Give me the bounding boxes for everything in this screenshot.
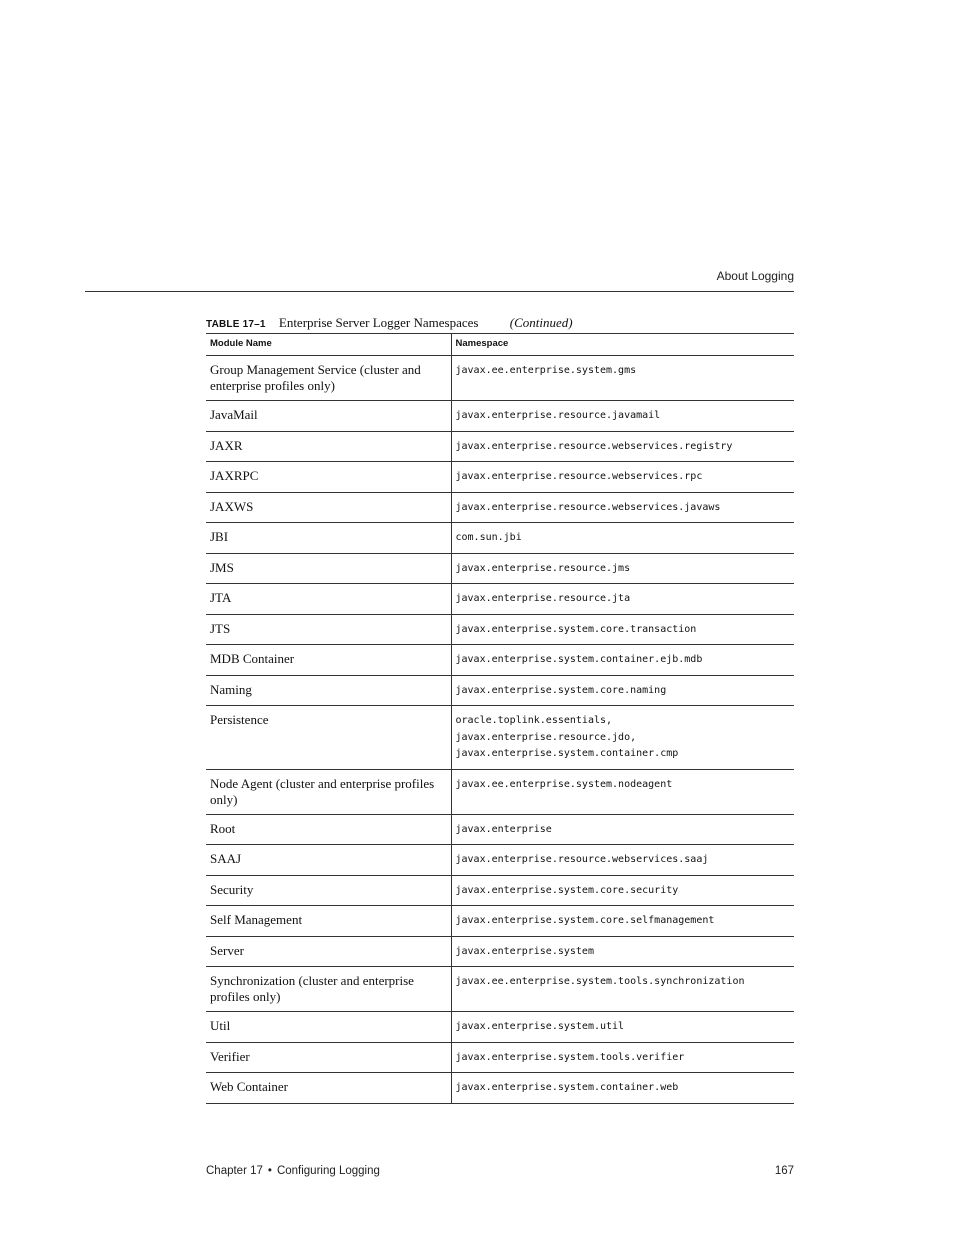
table-row (206, 769, 794, 814)
module-name-cell: JMS (206, 553, 451, 584)
module-name-cell: Util (206, 1012, 451, 1043)
module-name-cell: JAXWS (206, 492, 451, 523)
namespace-value: javax.enterprise (455, 823, 552, 835)
namespace-cell (451, 356, 794, 401)
namespace-cell (451, 1042, 794, 1073)
table-row (206, 1073, 794, 1104)
module-name-cell: JavaMail (206, 401, 451, 432)
table-row (206, 356, 794, 401)
namespace-cell (451, 614, 794, 645)
namespace-value: javax.enterprise.system.container.web (455, 1082, 679, 1093)
module-name-cell: Group Management Service (cluster and enterprise profiles only) (206, 356, 451, 401)
namespace-value: javax.ee.enterprise.system.gms (455, 365, 637, 376)
module-name-cell: Self Management (206, 906, 451, 937)
module-name-cell: Root (206, 814, 451, 845)
namespace-value: javax.enterprise.resource.webservices.registry (455, 440, 733, 452)
namespace-value: javax.enterprise.system.container.cmp (455, 748, 679, 759)
table-row (206, 431, 794, 462)
namespace-cell (451, 431, 794, 462)
namespace-cell (451, 462, 794, 493)
footer-chapter-number: Chapter 17 (206, 1165, 263, 1177)
module-name-cell: Verifier (206, 1042, 451, 1073)
table-row (206, 523, 794, 554)
table-continued: (Continued) (509, 315, 573, 330)
table-row (206, 706, 794, 770)
table-row (206, 553, 794, 584)
namespace-value: javax.enterprise.resource.javamail (455, 410, 661, 421)
namespace-cell (451, 523, 794, 554)
namespace-value: javax.enterprise.system (455, 945, 594, 957)
namespace-cell (451, 1012, 794, 1043)
table-row (206, 1012, 794, 1043)
footer-chapter-title: Configuring Logging (276, 1165, 380, 1177)
running-head: About Logging (716, 269, 794, 283)
table-number: TABLE 17–1 (206, 319, 266, 330)
module-name-cell: Persistence (206, 706, 451, 770)
module-name-cell: Synchronization (cluster and enterprise profiles only) (206, 967, 451, 1012)
namespace-value: javax.enterprise.resource.jms (455, 562, 631, 574)
footer-separator: • (267, 1165, 272, 1177)
namespace-cell (451, 875, 794, 906)
namespace-value: javax.ee.enterprise.system.tools.synchronization (455, 976, 745, 987)
table-row (206, 814, 794, 845)
namespace-table (206, 333, 794, 1104)
namespace-cell (451, 769, 794, 814)
namespace-cell (451, 492, 794, 523)
module-name-cell: JAXR (206, 431, 451, 462)
module-name-cell: Naming (206, 675, 451, 706)
module-name-cell: JTS (206, 614, 451, 645)
namespace-value: javax.enterprise.resource.webservices.rpc (455, 471, 703, 482)
namespace-value: javax.enterprise.system.util (455, 1021, 625, 1032)
table-row (206, 645, 794, 676)
column-header-module: Module Name (206, 334, 451, 356)
footer-chapter (206, 1165, 380, 1177)
namespace-cell (451, 906, 794, 937)
module-name-cell: MDB Container (206, 645, 451, 676)
namespace-value: javax.ee.enterprise.system.nodeagent (455, 778, 673, 790)
module-name-cell: Server (206, 936, 451, 967)
namespace-cell (451, 645, 794, 676)
namespace-cell (451, 845, 794, 876)
table-caption (206, 315, 794, 331)
column-header-namespace: Namespace (455, 338, 509, 349)
table-row (206, 584, 794, 615)
namespace-cell (451, 814, 794, 845)
module-name-cell: JBI (206, 523, 451, 554)
namespace-value: oracle.toplink.essentials, (455, 715, 613, 726)
table-body (206, 356, 794, 1104)
table-row (206, 1042, 794, 1073)
namespace-cell (451, 936, 794, 967)
table-row (206, 462, 794, 493)
namespace-cell (451, 401, 794, 432)
namespace-value: javax.enterprise.resource.webservices.javaws (455, 501, 721, 513)
namespace-value: javax.enterprise.resource.jdo, (455, 731, 637, 743)
table-row (206, 875, 794, 906)
namespace-value: javax.enterprise.system.core.transaction (455, 623, 697, 635)
module-name-cell: SAAJ (206, 845, 451, 876)
table-row (206, 675, 794, 706)
namespace-cell (451, 584, 794, 615)
table-row (206, 401, 794, 432)
table-row (206, 936, 794, 967)
table-title: Enterprise Server Logger Namespaces (278, 315, 479, 330)
header-rule (85, 291, 794, 292)
namespace-cell (451, 967, 794, 1012)
namespace-cell (451, 1073, 794, 1104)
table-row (206, 492, 794, 523)
table-row (206, 906, 794, 937)
module-name-cell: Security (206, 875, 451, 906)
namespace-value: javax.enterprise.system.core.selfmanagement (455, 915, 715, 926)
module-name-cell: JTA (206, 584, 451, 615)
namespace-value: javax.enterprise.resource.jta (455, 593, 631, 604)
table-row (206, 614, 794, 645)
table-row (206, 845, 794, 876)
namespace-value: com.sun.jbi (455, 532, 522, 543)
table-header-row (206, 334, 794, 356)
namespace-value: javax.enterprise.resource.webservices.saaj (455, 854, 709, 865)
namespace-value: javax.enterprise.system.container.ejb.mdb (455, 654, 703, 665)
namespace-cell (451, 553, 794, 584)
table-row (206, 967, 794, 1012)
module-name-cell: Web Container (206, 1073, 451, 1104)
page-number: 167 (774, 1165, 794, 1177)
namespace-cell (451, 706, 794, 770)
namespace-cell (451, 675, 794, 706)
namespace-value: javax.enterprise.system.tools.verifier (455, 1051, 685, 1063)
namespace-value: javax.enterprise.system.core.security (455, 884, 679, 896)
namespace-value: javax.enterprise.system.core.naming (455, 684, 667, 696)
module-name-cell: Node Agent (cluster and enterprise profiles only) (206, 769, 451, 814)
module-name-cell: JAXRPC (206, 462, 451, 493)
